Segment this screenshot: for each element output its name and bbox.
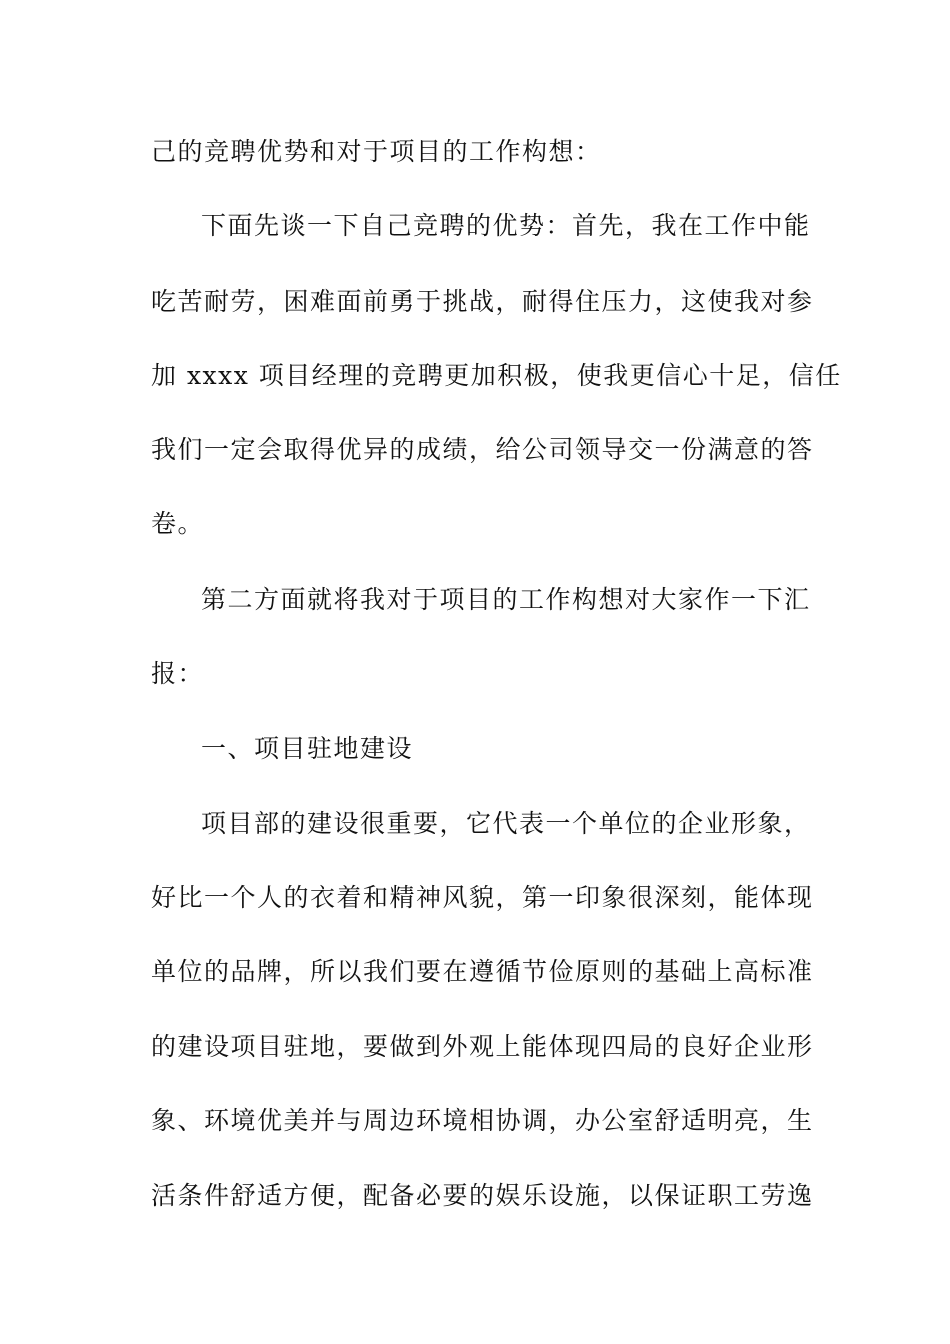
text-line: 报： — [151, 659, 205, 688]
text-line: 己的竞聘优势和对于项目的工作构想： — [151, 137, 602, 166]
text-line: 活条件舒适方便，配备必要的娱乐设施，以保证职工劳逸 — [151, 1181, 814, 1210]
text-line: 好比一个人的衣着和精神风貌，第一印象很深刻，能体现 — [151, 883, 814, 912]
text-line: 我们一定会取得优异的成绩，给公司领导交一份满意的答 — [151, 435, 814, 464]
text-line: 的建设项目驻地，要做到外观上能体现四局的良好企业形 — [151, 1032, 814, 1061]
text-line: 加 xxxx 项目经理的竞聘更加积极，使我更信心十足，信任 — [151, 361, 842, 390]
text-line: 象、环境优美并与周边环境相协调，办公室舒适明亮，生 — [151, 1106, 814, 1135]
paragraph-start: 下面先谈一下自己竞聘的优势：首先，我在工作中能 — [201, 211, 811, 240]
text-line: 吃苦耐劳，困难面前勇于挑战，耐得住压力，这使我对参 — [151, 287, 814, 316]
text-line: 单位的品牌，所以我们要在遵循节俭原则的基础上高标准 — [151, 957, 814, 986]
section-heading: 一、项目驻地建设 — [201, 734, 414, 763]
paragraph-start: 第二方面就将我对于项目的工作构想对大家作一下汇 — [201, 585, 811, 614]
paragraph-start: 项目部的建设很重要，它代表一个单位的企业形象， — [201, 809, 811, 838]
text-line: 卷。 — [151, 509, 205, 538]
